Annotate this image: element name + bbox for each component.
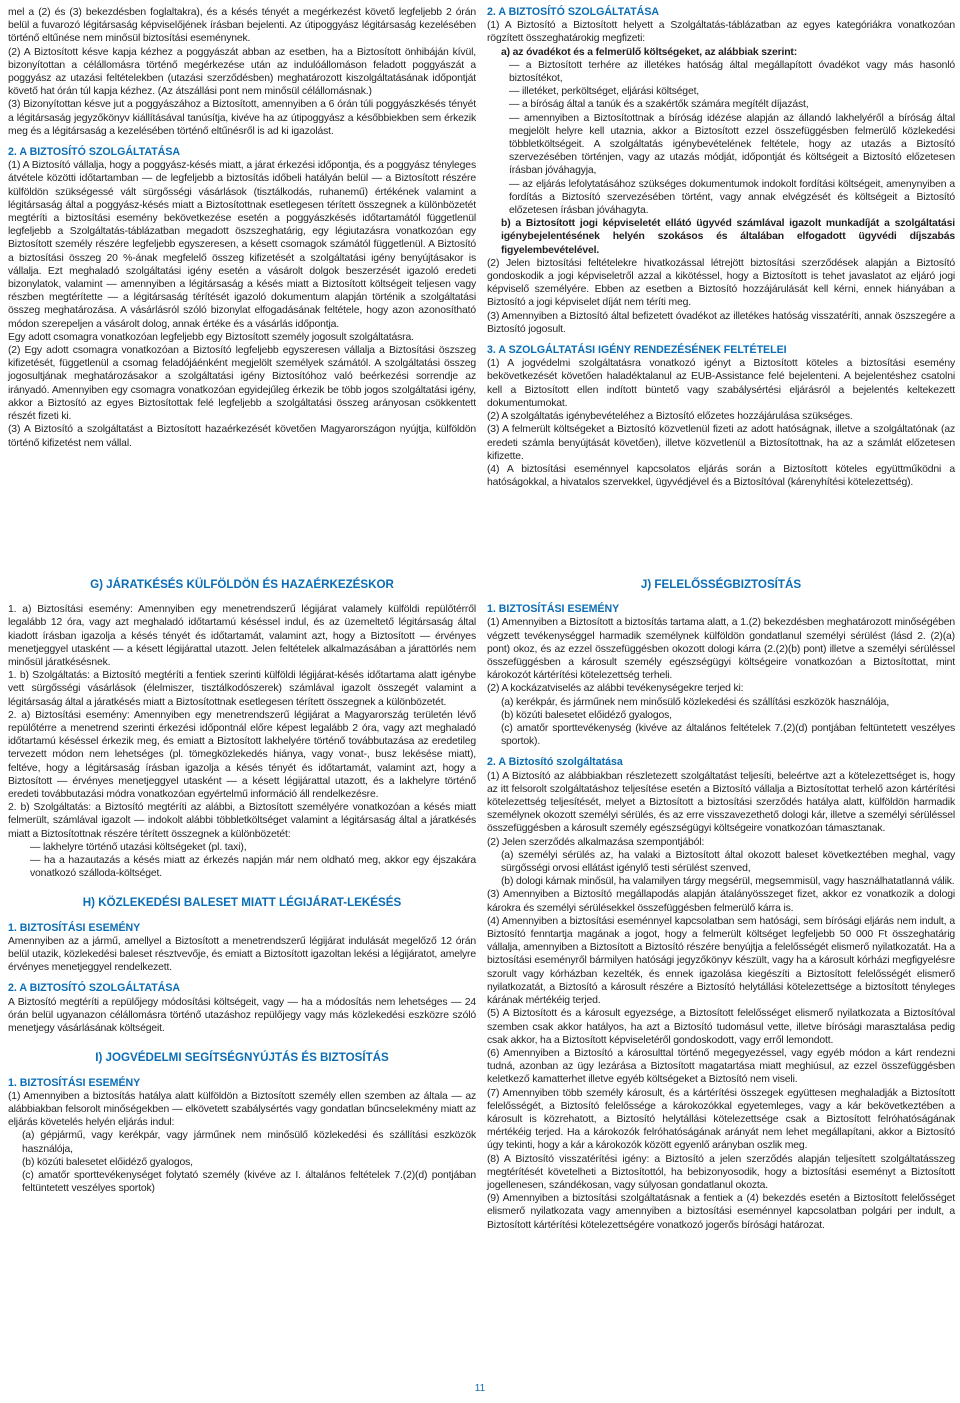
paragraph: a) az óvadékot és a felmerülő költségeket, az alábbiak szerint: bbox=[501, 46, 798, 58]
paragraph: A Biztosító megtéríti a repülőjegy módosítási költségeit, vagy — ha a módosítás nem lehetséges — 24 órán belül ugyanazon célállomásra történő utazáshoz repülőjegy vagy más közlekedési eszközre szóló menetjegy vásárlásának költségeit. bbox=[8, 996, 476, 1035]
list-item: — a bíróság által a tanúk és a szakértők számára megítélt díjazást, bbox=[509, 99, 809, 111]
list-item: (b) közúti balesetet előidéző gyalogos, bbox=[501, 709, 672, 721]
section-heading: 2. A BIZTOSÍTÓ SZOLGÁLTATÁSA bbox=[487, 6, 660, 18]
paragraph: (1) Amennyiben a Biztosított a biztosítás tartama alatt, a 1.(2) bekezdésben meghatározott minőségében végzett tevékenységgel harmadik személynek külföldön gondatlanul személyi sérülést (lásd 2. (2)(a) pont) okoz, és az ezzel összefüggésben okozott dologi kárra (2.(2)(b) pont) illetve a személyi sérüléssel összefüggésben a károsult személy egészségügyi költségeire vonatkozóan a Biztosítottat, mint károkozót kártérítési kötelezettség terheli. bbox=[487, 617, 955, 682]
paragraph: (1) A jogvédelmi szolgáltatásra vonatkozó igényt a Biztosított köteles a biztosítási esemény bekövetkezését követően haladéktalanul az EUB-Assistance felé bejelenteni. A bejelentéshez csatolni kell a Biztosított ellen indított büntető vagy szabálysértési eljárásról a bejelentés keltekezett dokumentumokat. bbox=[487, 358, 955, 409]
paragraph: (2) A kockázatviselés az alábbi tevékenységekre terjed ki: bbox=[487, 683, 744, 695]
paragraph: (4) Amennyiben a biztosítási eseménnyel kapcsolatban sem hatósági, sem bírósági eljárás nem indult, a Biztosító fenntartja magának a jogot, hogy a felmerült költséget legfeljebb 50 000 Ft összeghatárig vállalja, amennyiben a Biztosított a Biztosító részére benyújtja a felelősségét elismerő nyilatkozatát. Ha a biztosítási eseményről bármilyen hatósági jegyzőkönyv készült, vagy ha a károsult kórházi megfigyelésre szorult vagy kórházban kezelték, és ennek igazolása kiegészíti a Biztosított felelősségét elismerő nyilatkozatát, a Biztosító a károsult részére a Biztosító helytállási kötelezettsége a biztosított tényleges kárának mértékéig terjed. bbox=[487, 915, 955, 1007]
paragraph: (3) Bizonyítottan késve jut a poggyászához a Biztosított, amennyiben a 6 órán túli poggyászkésés tényét a légitársaság jegyzőkönyv kiállításával tanúsítja, kivéve ha az útipoggyász a későbbiekben sem érkezik meg és a légitársaság a kezelésében történő eltűnésről is ad ki igazolást. bbox=[8, 99, 476, 137]
paragraph: (8) A Biztosító visszatérítési igény: a Biztosító a jelen szerződés alapján teljesített szolgáltatásszeg megtérítését követelheti a Biztosítottól, ha bebizonyosodik, hogy a biztosítási eseményt a Biztosított jogellenesen, szándékosan, vagy súlyosan gondatlanul okozta. bbox=[487, 1153, 955, 1191]
paragraph: 2. b) Szolgáltatás: a Biztosító megtéríti az alábbi, a Biztosított személyére vonatkozóan a késés miatt felmerült, számlával igazolt — indokolt alábbi többletköltséget valamint a légitársaság által a járatkésés miatt a Biztosítottnak részére térített összegnek a különbözetét: bbox=[8, 802, 476, 840]
document-page bbox=[8, 6, 955, 1396]
paragraph: (2) Jelen szerződés alkalmazása szempontjából: bbox=[487, 836, 705, 848]
left-column-bottom bbox=[8, 578, 476, 1195]
paragraph: (4) A biztosítási eseménnyel kapcsolatos eljárás során a Biztosított köteles együttműködni a hatóságokkal, a hivatalos szervekkel, ügyvédjével és a Biztosítóval (kárenyhítési kötelezettség). bbox=[487, 463, 955, 489]
list-item: (c) amatőr sporttevékenység (kivéve az általános feltételek 7.(2)(d) pontjában feltüntetett veszélyes sportok). bbox=[501, 723, 955, 748]
chapter-title: H) KÖZLEKEDÉSI BALESET MIATT LÉGIJÁRAT-LEKÉSÉS bbox=[82, 896, 402, 910]
paragraph: (2) A szolgáltatás igénybevételéhez a Biztosító előzetes hozzájárulása szükséges. bbox=[487, 411, 853, 423]
section-heading: 1. BIZTOSÍTÁSI ESEMÉNY bbox=[8, 1076, 141, 1089]
paragraph: (7) Amennyiben több személy károsult, és a kártérítési összegek együttesen meghaladják a Biztosított felelősségét, a Biztosító felelőssége a károkozókkal egyetemleges, vagy a kár bekövetkeztében a károsult is közrehatott, a Biztosító helytállási kötelezettsége csak a Biztosított felróhatóságának mértékéig terjed. Ha a károkozók felróhatóságának arányát nem lehet megállapítani, akkor a Biztosító úgy tekinti, hogy a kár a károkozók között egyenlő arányban oszlik meg. bbox=[487, 1087, 955, 1152]
paragraph: (2) A Biztosított késve kapja kézhez a poggyászát abban az esetben, ha a Biztosított önhibáján kívül, bizonyítottan a célállomásra történő megérkezése után az indulóállomáson feladott poggyászát a poggyász az utazási feltételekben (utazási szerződésben) meghatározott kiszolgáltatásának időpontját követő hat órán túl kapja kézhez. (Az átszállási pont nem minősül célállomásnak.) bbox=[8, 46, 476, 98]
right-column-top bbox=[487, 6, 955, 489]
page-number: 11 bbox=[474, 1383, 486, 1394]
paragraph: (5) A Biztosított és a károsult egyezsége, a Biztosított felelősséget elismerő nyilatkozata a Biztosítóval szemben csak akkor hatályos, ha azt a Biztosító tudomásul vette, illetve bírósági marasztalása pedig csak akkor, ha a Biztosított képviseletéről gondoskodott, vagy erről lemondott. bbox=[487, 1008, 955, 1046]
list-item: (b) közúti balesetet előidéző gyalogos, bbox=[22, 1156, 193, 1168]
list-item: — ha a hazautazás a késés miatt az érkezés napján már nem oldható meg, akkor egy éjszakára vonatkozó szálloda-költséget. bbox=[30, 855, 476, 880]
paragraph: 1. b) Szolgáltatás: a Biztosító megtéríti a fentiek szerinti külföldi légijárat-késés időtartama alatt igénybe vett sürgősségi vásárlások (élelmiszer, tisztálkodószerek) számlával igazolt összegét valamint a légitársaság által a járatkésés miatt a Biztosítottnak esetlegesen térített összegnek a különbözetét. bbox=[8, 670, 476, 708]
section-heading: 2. A Biztosító szolgáltatása bbox=[487, 756, 623, 769]
paragraph: (3) A Biztosító a szolgáltatást a Biztosított hazaérkezését követően Magyarországon nyújtja, külföldön történő kifizetést nem vállal. bbox=[8, 424, 476, 449]
chapter-title: G) JÁRATKÉSÉS KÜLFÖLDÖN ÉS HAZAÉRKEZÉSKOR bbox=[90, 578, 394, 591]
section-heading: 2. A BIZTOSÍTÓ SZOLGÁLTATÁSA bbox=[8, 146, 181, 159]
chapter-title: I) JOGVÉDELMI SEGÍTSÉGNYÚJTÁS ÉS BIZTOSÍTÁS bbox=[95, 1051, 389, 1065]
paragraph: Amennyiben az a jármű, amellyel a Biztosított a menetrendszerű légijárat indulását megelőző 12 órán belül utazik, közlekedési baleset résztvevője, és emiatt a Biztosított igazoltan lekési a légijáratot, amelyre érvényes menetjeggyel rendelkezett. bbox=[8, 935, 476, 974]
section-heading: 1. BIZTOSÍTÁSI ESEMÉNY bbox=[8, 921, 141, 934]
paragraph: b) a Biztosított jogi képviseletét ellátó ügyvéd számlával igazolt munkadíját a szolgáltatási igénybejelentésének helyén szokásos és általában elfogadott ügyvédi díjszabás figyelembevételével. bbox=[501, 218, 955, 256]
left-column-top bbox=[8, 6, 476, 450]
paragraph: (1) A Biztosító az alábbiakban részletezett szolgáltatást teljesíti, beleértve azt a kötelezettséget is, hogy az itt felsorolt szolgáltatáshoz teljesítése esetén a Biztosító vállalja a Biztosítottat terhelő azon kártérítési kötelezettség teljesítését, melyet a Biztosított a biztosítási szerződés hatálya alatt, külföldön harmadik személynek okozott személyi sérülés, és az erre visszavezethető dologi kár, illetve a személyi sérüléssel összefüggésben a károsult személy egészségügyi költségeire vonatkozóan támasztanak. bbox=[487, 770, 955, 835]
paragraph: (1) A Biztosító vállalja, hogy a poggyász-késés miatt, a járat érkezési időpontja, és a poggyász tényleges átvétele közötti időtartamban — de legfeljebb a biztosítás időbeli hatályán belül — a Biztosított részére külföldön szükségessé vált sürgősségi vásárlások (tisztálkodás, ruhanemű) értékének valamint a légitársaság által a poggyász-késés miatt a Biztosítottnak esetlegesen térített összegnek a különbözetét megtéríti a biztosítási esemény bekövetkezése esetén a poggyászkésés időtartamától függetlenül legfeljebb a Szolgáltatás-táblázatban megadott öszszeghatárig, egy légiutazásra vonatkozóan egy Biztosított személy részére legfeljebb egyszeresen, a késett csomagok számától függetlenül. A Biztosító a biztosítási összeg 20 %-ának megfelelő összeg kifizetését a szolgáltatási igény benyújtásakor is vállalja. Ezt meghaladó szolgáltatási igény esetén a vásárolt dolgok beszerzését igazoló eredeti bizonylatok, valamint — amennyiben a légitársaság a késés miatt a Biztosított költségeit teljesen vagy részben megtérítette — a légitársaság térítését igazoló dokumentum alapján történik a szolgáltatási összeg meghatározása. A vásárlásról szóló bizonylat elfogadásának feltétele, hogy azon azonosítható módon szerepeljen a vásárolt dolog, annak értéke és a vásárlás időpontja. bbox=[8, 160, 476, 330]
paragraph: (2) Jelen biztosítási feltételekre hivatkozással létrejött biztosítási szerződések alapján a Biztosító gondoskodik a jogi képviseletről azzal a kikötéssel, hogy a Biztosított is tehet javaslatot az eljáró jogi képviselő személyére. Ebben az esetben a Biztosító hozzájárulását kell kérni, ennek hiányában a Biztosító a jogi képviselet díját nem téríti meg. bbox=[487, 257, 955, 309]
list-item: (a) gépjármű, vagy kerékpár, vagy járműnek nem minősülő közlekedési és szállítási eszközök használója, bbox=[22, 1130, 476, 1155]
list-item: — amennyiben a Biztosítottnak a bíróság idézése alapján az állandó lakhelyéről a bíróság által megjelölt helyre kell utaznia, akkor a Biztosított ezzel összefüggésben felmerülő közlekedési többletköltségeit. A szolgáltatás igénybevételének feltétele, hogy az utazás a Biztosító szervezésében történjen, vagy az utazás módját, időpontját és költségeit a Biztosító előzetesen írásban jóváhagyja, bbox=[509, 112, 955, 177]
list-item: — lakhelyre történő utazási költségeket (pl. taxi), bbox=[30, 841, 247, 853]
paragraph: (3) A felmerült költségeket a Biztosító közvetlenül fizeti az adott hatóságnak, illetve a szolgáltatónak (az eredeti számla benyújtását követően), illetve közvetlenül a Biztosítottnak, ha az a számlát előzetesen kifizette. bbox=[487, 424, 955, 462]
paragraph: (6) Amennyiben a Biztosító a károsulttal történő megegyezéssel, vagy egyéb módon a kárt rendezni tudná, azonban az ügy lezárása a Biztosított magatartása miatt meghiúsul, az ezzel összefüggésben keletkező kamatterhet illetve egyéb költségeket a Biztosító nem viseli. bbox=[487, 1047, 955, 1086]
right-column-bottom bbox=[487, 578, 955, 1232]
paragraph: mel a (2) és (3) bekezdésben foglaltakra), és a késés tényét a megérkezést követő legfeljebb 2 órán belül a fuvarozó légitársaság képviselőjének írásban bejelenti. Az útipoggyász légitársaság kezelésében történő eltűnése nem minősül biztosítási eseménynek. bbox=[8, 7, 476, 45]
paragraph: (3) Amennyiben a Biztosító által befizetett óvadékot az illetékes hatóság visszatéríti, annak öszszegére a Biztosító jogosult. bbox=[487, 310, 955, 335]
list-item: (a) kerékpár, és járműnek nem minősülő közlekedési és szállítási eszközök használója, bbox=[501, 696, 890, 708]
list-item: (b) dologi kárnak minősül, ha valamilyen tárgy megsérül, megsemmisül, vagy használhatatlanná válik. bbox=[501, 876, 955, 888]
paragraph: (1) A Biztosító a Biztosított helyett a Szolgáltatás-táblázatban az egyes kategóriákra vonatkozóan rögzített összeghatárokig megfizeti: bbox=[487, 20, 955, 45]
list-item: (a) személyi sérülés az, ha valaki a Biztosított által okozott baleset következtében meghal, vagy sürgősségi orvosi ellátást igénylő testi sérülést szenved, bbox=[501, 849, 955, 875]
section-heading: 1. BIZTOSÍTÁSI ESEMÉNY bbox=[487, 603, 620, 616]
section-heading: 2. A BIZTOSÍTÓ SZOLGÁLTATÁSA bbox=[8, 982, 181, 995]
list-item: (c) amatőr sporttevékenységet folytató személy (kivéve az I. általános feltételek 7.(2)(d) pontjában feltüntetett veszélyes sportok) bbox=[22, 1169, 476, 1195]
paragraph: 2. a) Biztosítási esemény: Amennyiben egy menetrendszerű légijárat a Magyarország területén lévő repülőtérre a menetrend szerinti érkezési időpontnál előre képest legalább 2 óra, vagy azt meghaladó időtartamú késéssel érkezik meg, és emiatt a Biztosított lakhelyére történő továbbutazása az eredetileg tervezett módon nem lehetséges (pl. tömegközlekedés hiánya, vagy vonat-, busz lekésése miatt), feltéve, hogy a légitársaság írásban igazolja a késés tényét és időtartamát, valamint azt, hogy a Biztosított — érvényes menetjeggyel utasként — a késett légijárattal utazott, és a lakhelyre történő eredeti továbbutazási módra vonatkozóan egyértelmű információ áll rendelkezésre. bbox=[8, 709, 476, 801]
section-heading: 3. A SZOLGÁLTATÁSI IGÉNY RENDEZÉSÉNEK FELTÉTELEI bbox=[487, 344, 787, 357]
paragraph: Egy adott csomagra vonatkozóan legfeljebb egy Biztosított személy jogosult szolgáltatásra. bbox=[8, 331, 414, 343]
paragraph: (1) Amennyiben a biztosítás hatálya alatt külföldön a Biztosított személy ellen szemben az általa — az alábbiakban felsorolt minőségekben — elkövetett szabálysértés vagy gondatlan bűncselekmény miatt az eljárás követelés helyén eljárás indul: bbox=[8, 1090, 476, 1129]
paragraph: 1. a) Biztosítási esemény: Amennyiben egy menetrendszerű légijárat valamely külföldi repülőtérről legalább 12 óra, vagy azt meghaladó időtartamú késéssel indul, és az üzemeltető légitársaság által kiadott írásban igazolja a késés tényét és időtartamát, valamint azt, hogy a Biztosított — érvényes menetjeggyel utasként — a késett légijárattal utazott. Jelen feltételek alkalmazásában a járattörlés nem minősül járatkésésnek. bbox=[8, 604, 476, 669]
list-item: — az eljárás lefolytatásához szükséges dokumentumok indokolt fordítási költségeit, amenynyiben a fordítás a Biztosító szervezésében történt, vagy annak elvégzését és költségeit a Biztosító előzetesen írásban jóváhagyta. bbox=[509, 178, 955, 217]
paragraph: (9) Amennyiben a biztosítási szolgáltatásnak a fentiek a (4) bekezdés esetén a Biztosított felelősséget elismerő nyilatkozata vagy amennyiben a biztosítási eseménnyel kapcsolatban polgári per indult, a Biztosított kártérítési kötelezettségére vonatkozó jogerős bírósági határozat. bbox=[487, 1193, 955, 1231]
paragraph: (2) Egy adott csomagra vonatkozóan a Biztosító legfeljebb egyszeresen vállalja a Biztosítási öszszeg kifizetését, függetlenül a csomag feladójáénként megjelölt személyek számától. A szolgáltatási összeg jogosultjának meghatározásakor a szolgáltatási igény Biztosítóhoz való beérkezési sorrendje az irányadó. Amennyiben egy csomagra vonatkozóan egyidejűleg érkezik be több jogos szolgáltatási igény, akkor a Biztosító az egyes Biztosítottak felé legfeljebb a szolgáltatási összeg arányosan csökkentett részét fizeti ki. bbox=[8, 345, 476, 423]
chapter-title: J) FELELŐSSÉGBIZTOSÍTÁS bbox=[640, 578, 802, 591]
list-item: — illetéket, perköltséget, eljárási költséget, bbox=[509, 86, 700, 98]
list-item: — a Biztosított terhére az illetékes hatóság által megállapított óvadékot vagy más hasonló biztosítékot, bbox=[509, 59, 955, 85]
paragraph: (3) Amennyiben a Biztosító megállapodás alapján átalányösszeget fizet, akkor ez vonatkozik a dologi károkra és személyi sérülésekkel összefüggésben felmerülő kárra is. bbox=[487, 889, 955, 914]
